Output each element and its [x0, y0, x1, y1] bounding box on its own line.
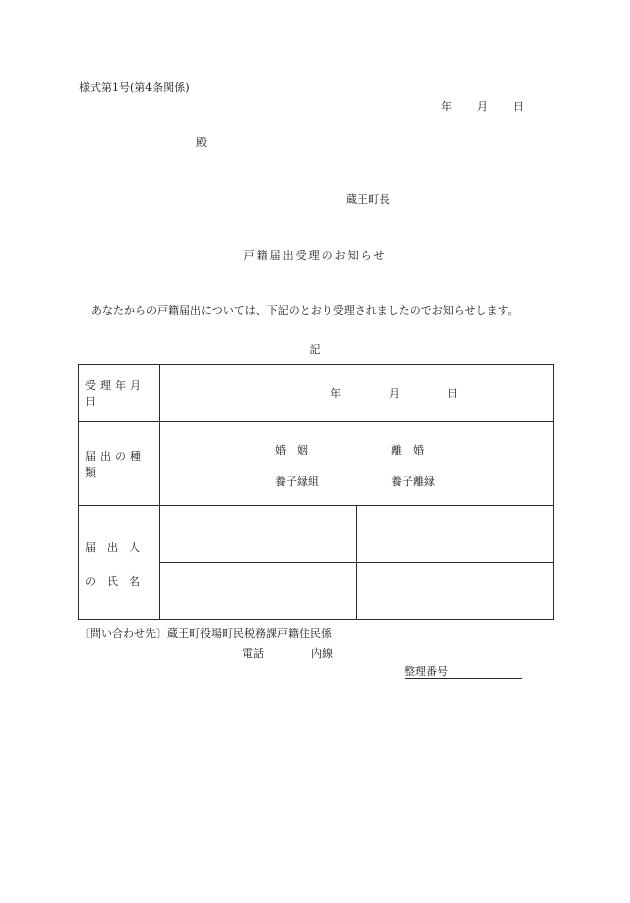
applicant-name-cell-4[interactable]	[357, 563, 554, 620]
receipt-date-label: 受理年月日	[79, 365, 160, 422]
addressee-suffix: 殿	[196, 136, 207, 149]
applicant-name-cell-1[interactable]	[160, 506, 357, 563]
notification-type-options	[160, 422, 554, 506]
applicant-label-line1: 届 出 人	[85, 541, 140, 554]
receipt-date-value	[160, 365, 554, 422]
reference-number-label: 整理番号	[404, 665, 448, 678]
applicant-row-1	[79, 506, 554, 563]
page-title: 戸籍届出受理のお知らせ	[243, 249, 387, 262]
issue-date	[441, 101, 524, 112]
contact-info: 〔問い合わせ先〕蔵王町役場町民税務課戸籍住民係	[79, 627, 332, 640]
reference-number-line[interactable]	[405, 678, 522, 679]
applicant-name-cell-3[interactable]	[160, 563, 357, 620]
form-number: 様式第1号(第4条関係)	[79, 81, 190, 94]
receipt-year: 年	[330, 387, 341, 400]
type-adoption-dissolution: 養子離縁	[391, 475, 435, 488]
receipt-month: 月	[389, 387, 400, 400]
receipt-day: 日	[447, 387, 458, 400]
type-divorce: 離 婚	[391, 444, 424, 457]
extension-label: 内線	[311, 647, 333, 660]
applicant-label-line2: の 氏 名	[85, 575, 140, 588]
type-marriage: 婚 姻	[275, 444, 308, 457]
applicant-name-cell-2[interactable]	[357, 506, 554, 563]
applicant-name-label	[79, 506, 160, 620]
record-table	[78, 364, 554, 620]
notification-type-row	[79, 422, 554, 506]
type-adoption: 養子縁組	[275, 475, 319, 488]
phone-label: 電話	[242, 647, 264, 660]
notification-type-label: 届出の種類	[79, 422, 160, 506]
issue-date-month: 月	[477, 100, 488, 113]
receipt-date-row	[79, 365, 554, 422]
ki-marker: 記	[309, 343, 321, 356]
issue-date-year: 年	[441, 100, 452, 113]
issue-date-day: 日	[513, 100, 524, 113]
notice-body: あなたからの戸籍届出については、下記のとおり受理されましたのでお知らせします。	[91, 304, 519, 317]
phone-line	[242, 648, 333, 659]
sender-name: 蔵王町長	[346, 193, 390, 206]
